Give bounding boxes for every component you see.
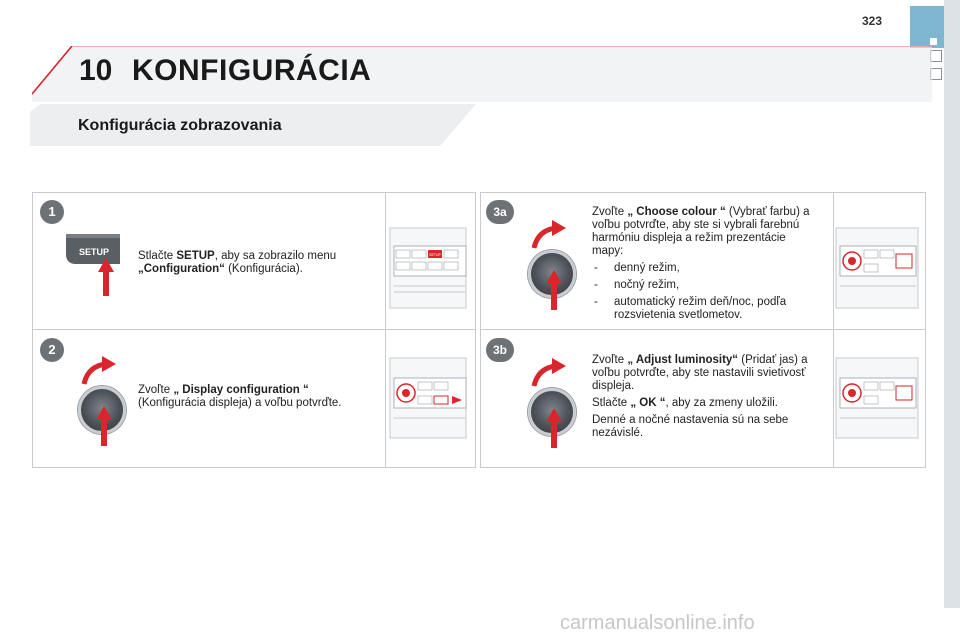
rotate-push-arrow-icon: [80, 356, 124, 448]
chapter-title: KONFIGURÁCIA: [132, 54, 372, 87]
rotate-push-arrow-icon: [530, 358, 574, 450]
setup-key-label: SETUP: [78, 247, 110, 257]
list-item: - nočný režim,: [592, 279, 820, 292]
step-badge-3a: 3a: [486, 200, 514, 224]
page-number: 323: [862, 14, 883, 28]
panel-left-row-divider: [33, 329, 475, 330]
svg-text:SETUP: SETUP: [429, 253, 441, 257]
display-mode-list: [592, 262, 820, 322]
rotate-push-arrow-icon: [530, 220, 574, 312]
radio-unit-drawing-3: [834, 226, 920, 310]
step-badge-1: 1: [40, 200, 64, 224]
panel-left-divider: [385, 193, 386, 467]
watermark: carmanualsonline.info: [560, 612, 755, 634]
step-badge-3b: 3b: [486, 338, 514, 362]
step-3b-text: Zvoľte „ Adjust luminosity“ (Pridať jas) a voľbu potvrďte, aby ste nastavili svietivosť displeja. Stlačte „ OK “, aby za zmeny uložili. Denné a nočné nastavenia sú na sebe nezávislé.: [592, 354, 808, 439]
section-title: Konfigurácia zobrazovania: [78, 117, 282, 134]
radio-unit-drawing-1: [388, 226, 468, 310]
list-item: - automatický režim deň/noc, podľa rozsvietenia svetlometov.: [592, 296, 820, 322]
radio-unit-drawing-2: [388, 356, 468, 440]
step-2-text: Zvoľte „ Display configuration “ (Konfigurácia displeja) a voľbu potvrďte.: [138, 384, 342, 409]
list-item: - denný režim,: [592, 262, 820, 275]
setup-key-icon: [62, 228, 124, 300]
step-badge-2: 2: [40, 338, 64, 362]
page-tab-marker: [910, 6, 944, 48]
panel-right-row-divider: [481, 329, 925, 330]
chapter-number: 10: [79, 54, 113, 87]
right-rail: [944, 0, 960, 608]
step-1-text: Stlačte SETUP, aby sa zobrazilo menu „Configuration“ (Konfigurácia).: [138, 250, 337, 275]
radio-unit-drawing-4: [834, 356, 920, 440]
step-3a-text: Zvoľte „ Choose colour “ (Vybrať farbu) a voľbu potvrďte, aby ste si vybrali farebnú harmóniu displeja a režim prezentácie mapy: - denný režim, - nočný režim, - automatický režim deň/noc, podľa rozsvietenia svetlometov.: [592, 206, 820, 326]
